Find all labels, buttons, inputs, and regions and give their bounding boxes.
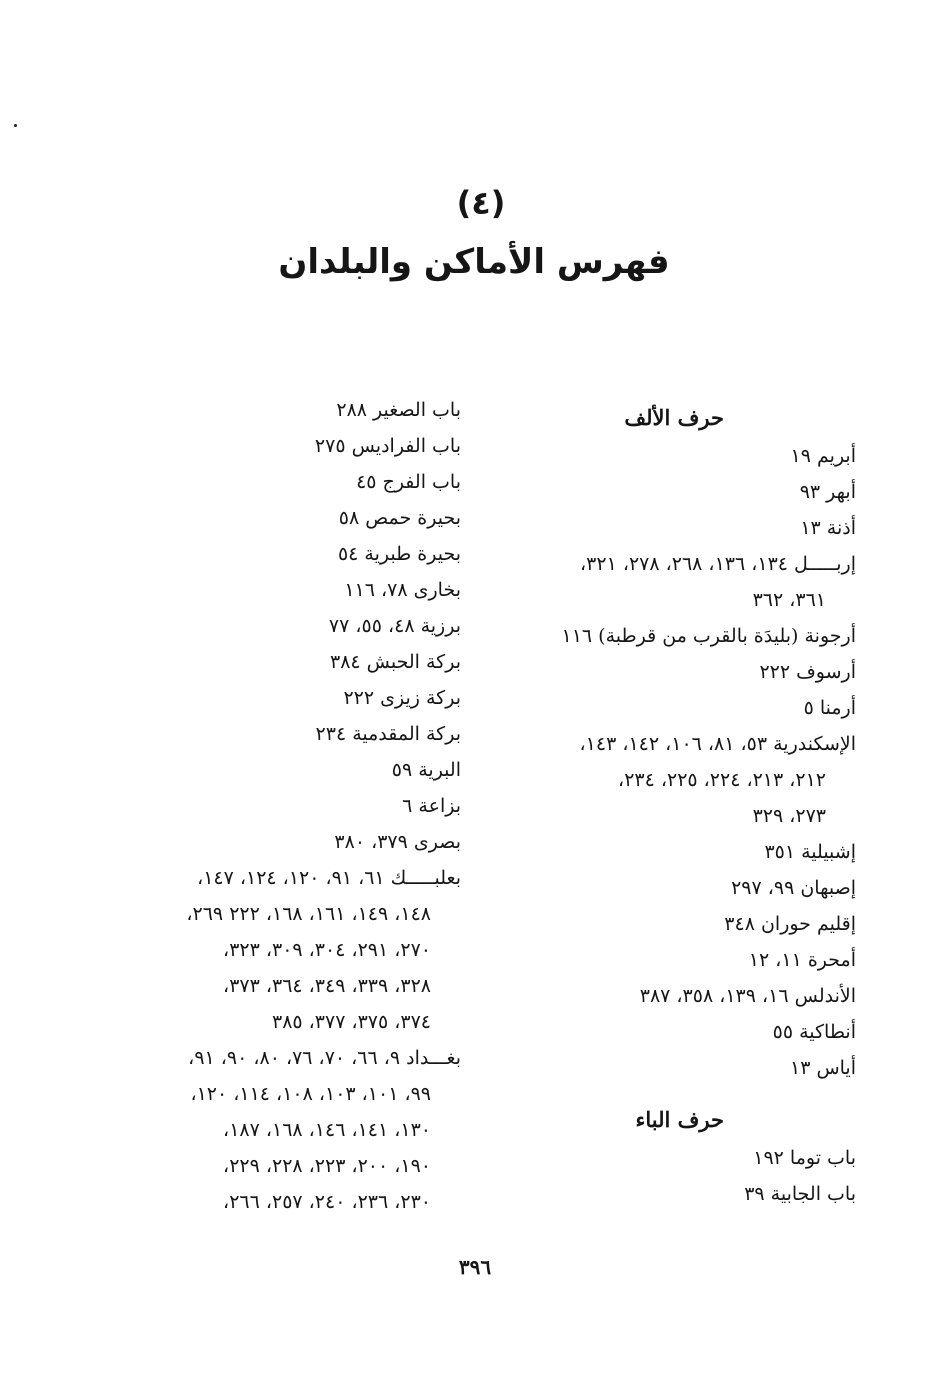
index-entry-continuation: ٢٧٣، ٣٢٩: [752, 805, 826, 827]
index-entry: أذنة ١٣: [800, 517, 856, 539]
index-entry: إربـــــل ١٣٤، ١٣٦، ٢٦٨، ٢٧٨، ٣٢١،: [580, 553, 856, 575]
index-entry: بعلبـــــك ٦١، ٩١، ١٢٠، ١٢٤، ١٤٧،: [197, 867, 461, 889]
section-title-alef: حرف الألف: [624, 405, 724, 430]
index-entry: بغـــداد ٩، ٦٦، ٧٠، ٧٦، ٨٠، ٩٠، ٩١،: [188, 1047, 461, 1069]
index-entry-continuation: ١٤٨، ١٤٩، ١٦١، ١٦٨، ٢٢٢ ٢٦٩،: [186, 903, 431, 925]
index-entry: أياس ١٣: [789, 1057, 856, 1079]
index-entry-continuation: ٢٧٠، ٢٩١، ٣٠٤، ٣٠٩، ٣٢٣،: [223, 939, 431, 961]
page-title: فهرس الأماكن والبلدان: [278, 242, 670, 282]
heading-block: [0, 180, 940, 290]
index-entry-continuation: ١٩٠، ٢٠٠، ٢٢٣، ٢٢٨، ٢٢٩،: [223, 1155, 431, 1177]
index-entry: بخارى ٧٨، ١١٦: [344, 579, 461, 601]
index-entry: إقليم حوران ٣٤٨: [724, 913, 856, 935]
page-number: ٣٩٦: [458, 1255, 492, 1279]
index-entry: أبريم ١٩: [790, 445, 856, 467]
index-entry: بزاعة ٦: [402, 795, 461, 817]
index-entry: باب توما ١٩٢: [753, 1147, 856, 1169]
index-entry: بركة المقدمية ٢٣٤: [315, 723, 461, 745]
index-entry: باب الفرج ٤٥: [356, 471, 461, 493]
index-entry: الإسكندرية ٥٣، ٨١، ١٠٦، ١٤٢، ١٤٣،: [579, 733, 856, 755]
index-entry-continuation: ٢١٢، ٢١٣، ٢٢٤، ٢٢٥، ٢٣٤،: [618, 769, 826, 791]
index-entry: أمحرة ١١، ١٢: [748, 949, 856, 971]
index-entry: أرسوف ٢٢٢: [759, 661, 856, 683]
index-entry-continuation: ٣٧٤، ٣٧٥، ٣٧٧، ٣٨٥: [271, 1011, 431, 1033]
index-entry: باب الجابية ٣٩: [744, 1183, 856, 1205]
index-entry: أرجونة (بليدَة بالقرب من قرطبة) ١١٦: [561, 625, 856, 647]
index-entry: بحيرة طبرية ٥٤: [337, 543, 461, 565]
index-entry-continuation: ٢٣٠، ٢٣٦، ٢٤٠، ٢٥٧، ٢٦٦،: [223, 1191, 431, 1213]
speck-mark: [14, 124, 17, 127]
index-column-right: [484, 398, 856, 1212]
index-entry: بصرى ٣٧٩، ٣٨٠: [334, 831, 461, 853]
index-entry-continuation: ٩٩، ١٠١، ١٠٣، ١٠٨، ١١٤، ١٢٠،: [190, 1083, 431, 1105]
index-entry: أنطاكية ٥٥: [772, 1021, 856, 1043]
index-column-left: [81, 392, 461, 1220]
index-entry: باب الصغير ٢٨٨: [336, 399, 461, 421]
index-entry-continuation: ٣٢٨، ٣٣٩، ٣٤٩، ٣٦٤، ٣٧٣،: [223, 975, 431, 997]
index-entry: إصبهان ٩٩، ٢٩٧: [731, 877, 856, 899]
index-entry: البرية ٥٩: [391, 759, 461, 781]
index-entry: بحيرة حمص ٥٨: [338, 507, 461, 529]
section-title-baa: حرف الباء: [635, 1107, 724, 1132]
index-entry: برزية ٤٨، ٥٥، ٧٧: [328, 615, 461, 637]
index-entry-continuation: ٣٦١، ٣٦٢: [752, 589, 826, 611]
index-entry-continuation: ١٣٠، ١٤١، ١٤٦، ١٦٨، ١٨٧،: [223, 1119, 431, 1141]
chapter-number: (٤): [456, 184, 506, 222]
index-entry: أرمنا ٥: [803, 697, 856, 719]
index-entry: إشبيلية ٣٥١: [764, 841, 856, 863]
index-entry: بركة الحبش ٣٨٤: [330, 651, 461, 673]
index-entry: أبهر ٩٣: [799, 481, 856, 503]
index-entry: بركة زيزى ٢٢٢: [343, 687, 461, 709]
index-entry: الأندلس ١٦، ١٣٩، ٣٥٨، ٣٨٧: [639, 985, 856, 1007]
index-entry: باب الفراديس ٢٧٥: [314, 435, 461, 457]
